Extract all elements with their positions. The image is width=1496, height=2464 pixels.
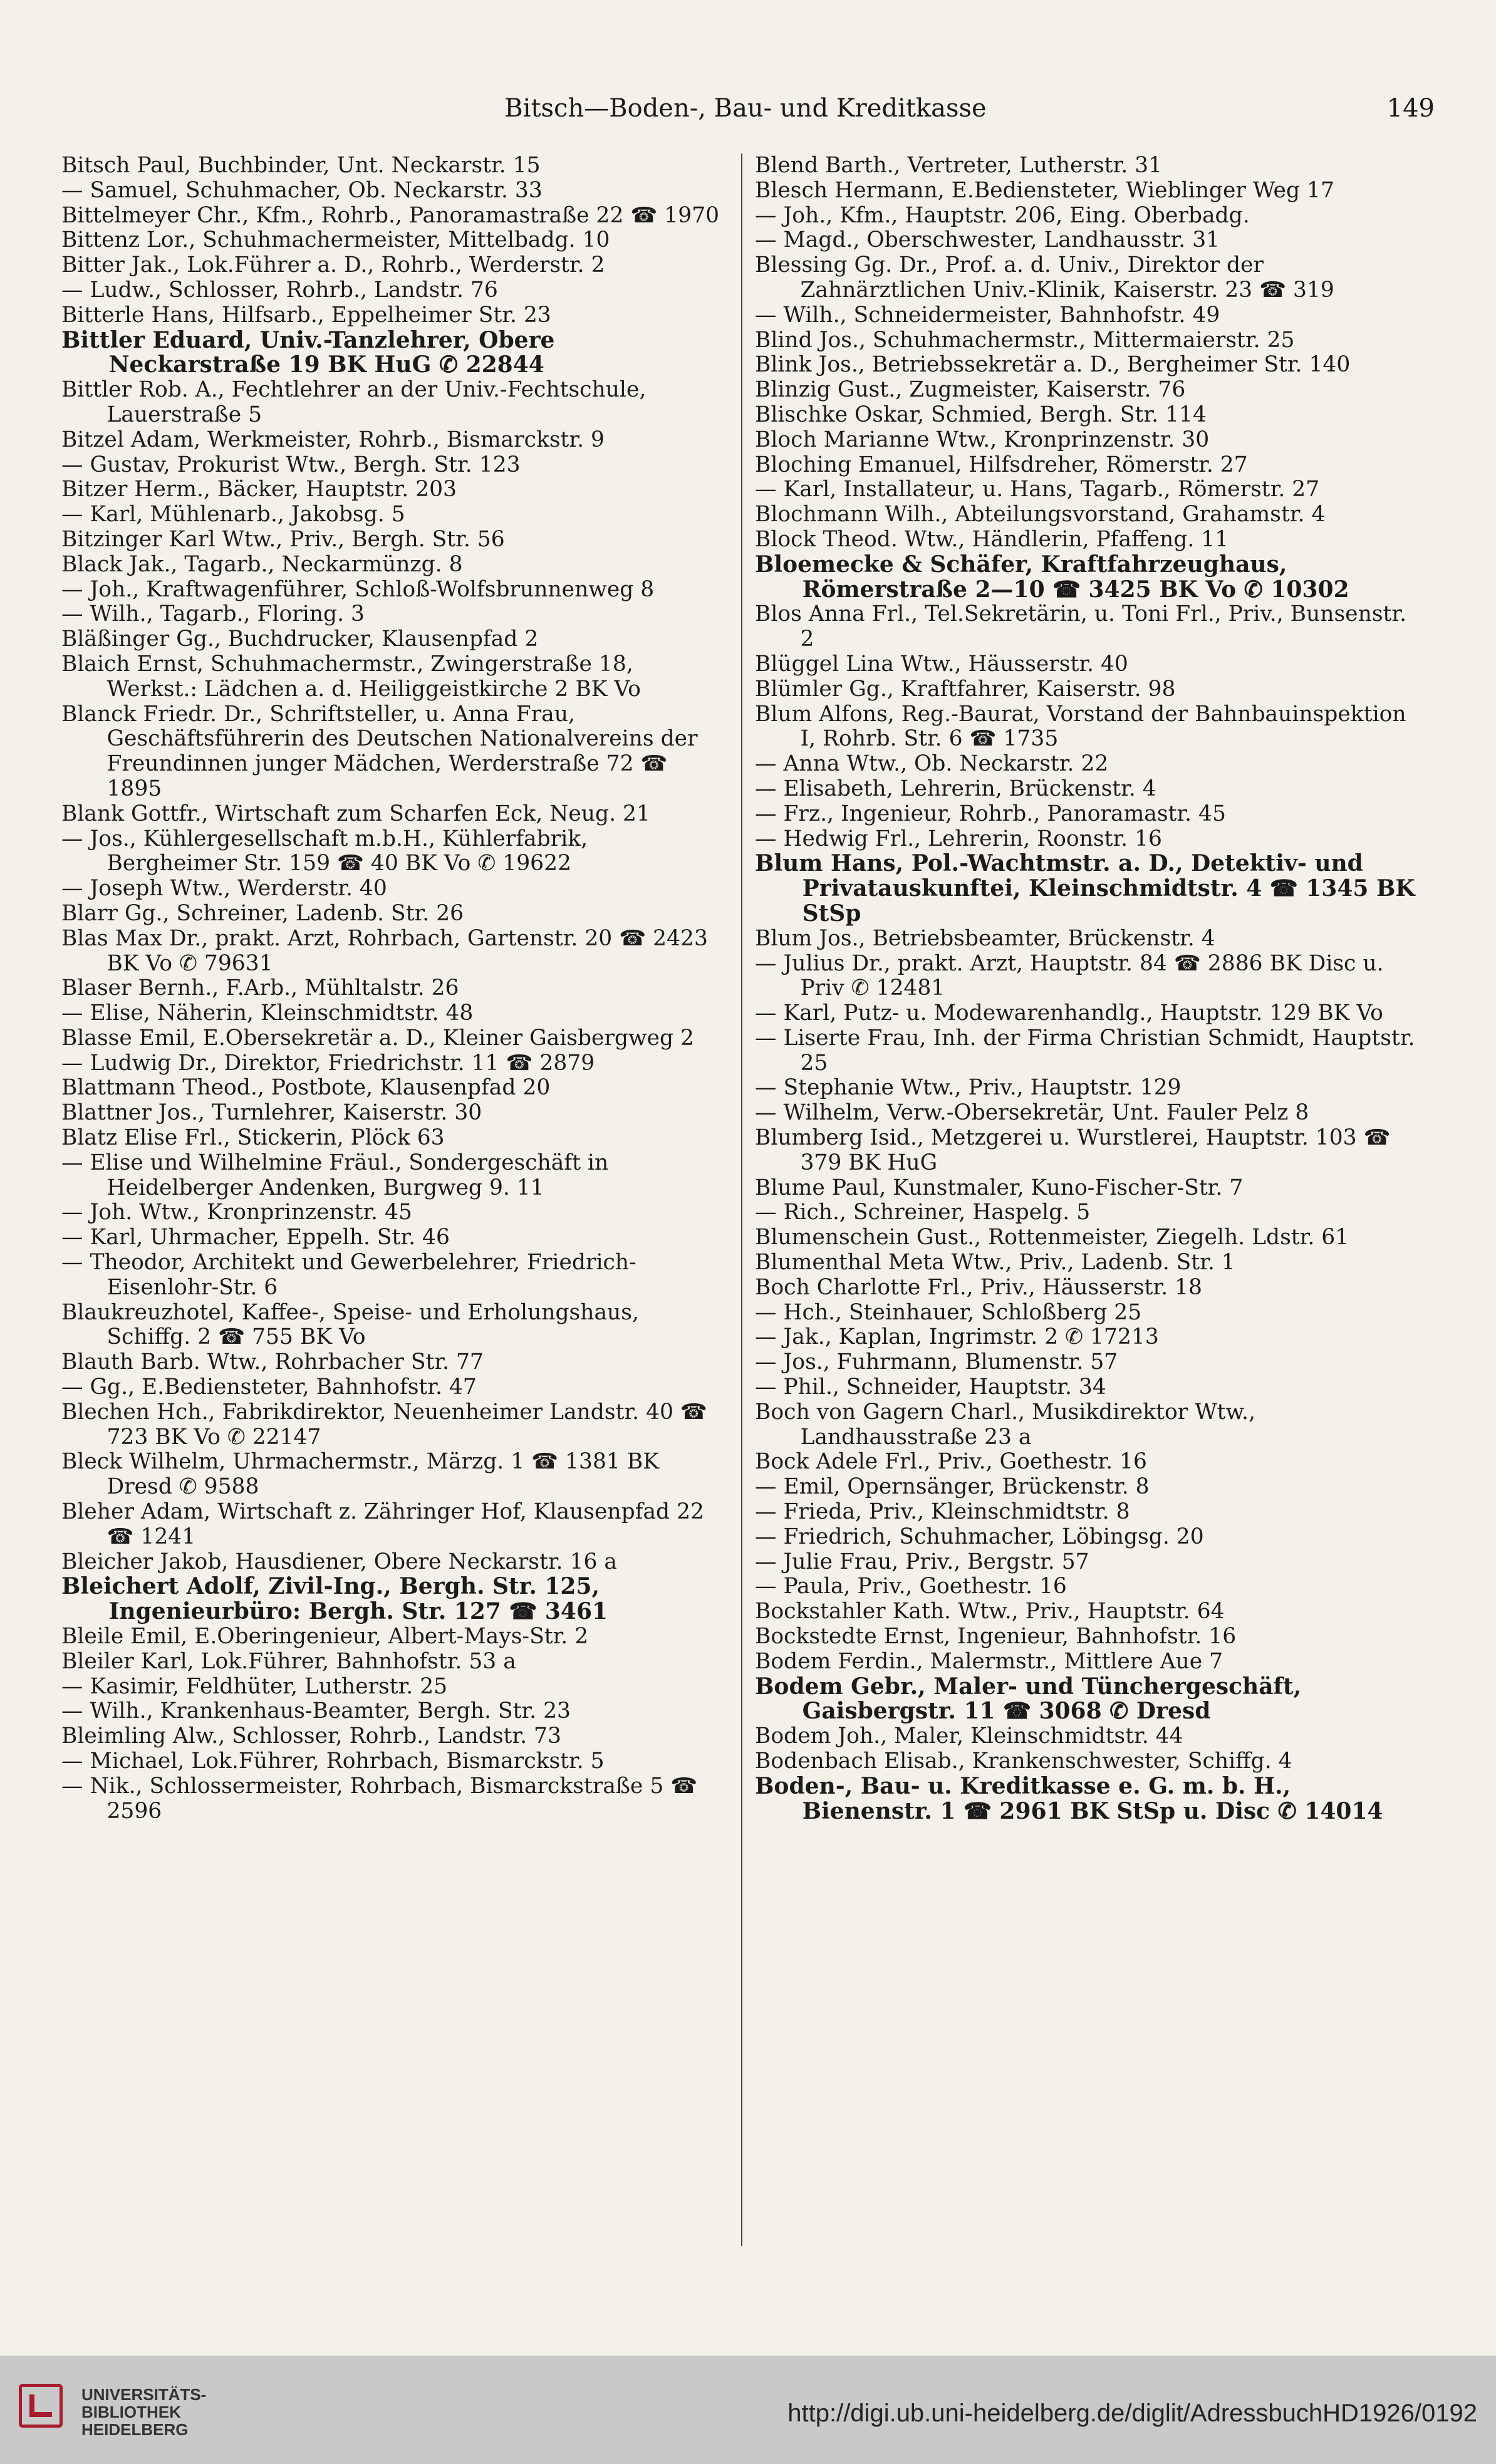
viewer-footer	[0, 2356, 1496, 2464]
directory-entry: — Wilh., Krankenhaus-Beamter, Bergh. Str. 23	[61, 1698, 571, 1724]
directory-entry: Blaukreuzhotel, Kaffee-, Speise- und Erholungshaus, Schiffg. 2 ☎ 755 BK Vo	[61, 1299, 639, 1350]
directory-entry: Bloching Emanuel, Hilfsdreher, Römerstr. 27	[755, 452, 1248, 477]
source-url-link[interactable]: http://digi.ub.uni-heidelberg.de/diglit/AdressbuchHD1926/0192	[787, 2399, 1477, 2427]
directory-entry: Blarr Gg., Schreiner, Ladenb. Str. 26	[61, 900, 464, 926]
directory-entry: Bittler Rob. A., Fechtlehrer an der Univ.-Fechtschule, Lauerstraße 5	[61, 377, 647, 427]
directory-entry: — Jos., Kühlergesellschaft m.b.H., Kühlerfabrik, Bergheimer Str. 159 ☎ 40 BK Vo ✆ 19622	[61, 826, 588, 876]
directory-entry: — Friedrich, Schuhmacher, Löbingsg. 20	[755, 1524, 1204, 1549]
directory-entry: — Joh., Kfm., Hauptstr. 206, Eing. Oberbadg.	[755, 202, 1250, 228]
column-divider	[741, 153, 742, 2246]
directory-entry: — Michael, Lok.Führer, Rohrbach, Bismarckstr. 5	[61, 1749, 605, 1774]
directory-entry: Blanck Friedr. Dr., Schriftsteller, u. Anna Frau, Geschäftsführerin des Deutschen Nationalvereins der Freundinnen junger Mädchen, Werderstraße 72 ☎ 1895	[61, 701, 698, 801]
directory-entry: — Ludwig Dr., Direktor, Friedrichstr. 11 ☎ 2879	[61, 1050, 595, 1076]
directory-entry: Blind Jos., Schuhmachermstr., Mittermaierstr. 25	[755, 327, 1295, 353]
directory-entry: Black Jak., Tagarb., Neckarmünzg. 8	[61, 551, 463, 577]
directory-entry: — Liserte Frau, Inh. der Firma Christian Schmidt, Hauptstr. 25	[755, 1025, 1415, 1076]
directory-entry: Blesch Hermann, E.Bediensteter, Wieblinger Weg 17	[755, 177, 1334, 203]
directory-entry: — Paula, Priv., Goethestr. 16	[755, 1574, 1067, 1599]
directory-entry: Blüggel Lina Wtw., Häusserstr. 40	[755, 651, 1128, 677]
directory-entry: Blank Gottfr., Wirtschaft zum Scharfen Eck, Neug. 21	[61, 801, 650, 826]
directory-entry: — Stephanie Wtw., Priv., Hauptstr. 129	[755, 1075, 1182, 1101]
directory-entry: — Wilhelm, Verw.-Obersekretär, Unt. Fauler Pelz 8	[755, 1100, 1309, 1126]
directory-entry: — Karl, Putz- u. Modewarenhandlg., Hauptstr. 129 BK Vo	[755, 1001, 1383, 1026]
directory-entry: — Anna Wtw., Ob. Neckarstr. 22	[755, 751, 1109, 777]
directory-entry: Bock Adele Frl., Priv., Goethestr. 16	[755, 1449, 1147, 1475]
directory-entry: — Magd., Oberschwester, Landhausstr. 31	[755, 227, 1220, 253]
directory-entry: — Julie Frau, Priv., Bergstr. 57	[755, 1549, 1089, 1574]
brand-line-2: BIBLIOTHEK	[81, 2403, 181, 2421]
directory-entry: — Phil., Schneider, Hauptstr. 34	[755, 1375, 1106, 1400]
directory-entry: — Samuel, Schuhmacher, Ob. Neckarstr. 33	[61, 177, 543, 203]
directory-entry: Blochmann Wilh., Abteilungsvorstand, Grahamstr. 4	[755, 502, 1326, 528]
directory-entry: — Elise und Wilhelmine Fräul., Sondergeschäft in Heidelberger Andenken, Burgweg 9. 11	[61, 1150, 609, 1200]
running-title: Bitsch—Boden-, Bau- und Kreditkasse	[504, 94, 987, 123]
directory-entry: Bittler Eduard, Univ.-Tanzlehrer, Obere Neckarstraße 19 BK HuG ✆ 22844	[61, 326, 555, 378]
directory-entry: Bodem Ferdin., Malermstr., Mittlere Aue 7	[755, 1648, 1223, 1674]
directory-entry: Boden-, Bau- u. Kreditkasse e. G. m. b. H., Bienenstr. 1 ☎ 2961 BK StSp u. Disc ✆ 14014	[755, 1772, 1383, 1824]
directory-entry: Bitsch Paul, Buchbinder, Unt. Neckarstr. 15	[61, 153, 541, 178]
directory-entry: — Jos., Fuhrmann, Blumenstr. 57	[755, 1349, 1118, 1375]
directory-entry: Bloemecke & Schäfer, Kraftfahrzeughaus, Römerstraße 2—10 ☎ 3425 BK Vo ✆ 10302	[755, 551, 1349, 603]
directory-entry: Bitterle Hans, Hilfsarb., Eppelheimer Str. 23	[61, 302, 551, 328]
directory-entry: — Joh., Kraftwagenführer, Schloß-Wolfsbrunnenweg 8	[61, 576, 655, 602]
directory-entry: — Karl, Mühlenarb., Jakobsg. 5	[61, 502, 405, 528]
directory-entry: — Joseph Wtw., Werderstr. 40	[61, 876, 387, 902]
directory-entry: Bleher Adam, Wirtschaft z. Zähringer Hof, Klausenpfad 22 ☎ 1241	[61, 1499, 704, 1549]
page-number: 149	[1386, 94, 1435, 123]
directory-entry: — Karl, Installateur, u. Hans, Tagarb., Römerstr. 27	[755, 477, 1320, 502]
directory-entry: — Frz., Ingenieur, Rohrb., Panoramastr. 45	[755, 801, 1226, 826]
directory-entry: Blattmann Theod., Postbote, Klausenpfad 20	[61, 1075, 551, 1101]
directory-entry: Blum Hans, Pol.-Wachtmstr. a. D., Detektiv- und Privatauskunftei, Kleinschmidtstr. 4 ☎ 1345 BK StSp	[755, 850, 1415, 927]
directory-entry: Blaich Ernst, Schuhmachermstr., Zwingerstraße 18, Werkst.: Lädchen a. d. Heiliggeistkirche 2 BK Vo	[61, 651, 641, 702]
directory-entry: Boch von Gagern Charl., Musikdirektor Wtw., Landhausstraße 23 a	[755, 1399, 1255, 1450]
directory-entry: Bläßinger Gg., Buchdrucker, Klausenpfad 2	[61, 626, 539, 652]
page-header	[56, 94, 1435, 138]
directory-entry: — Elise, Näherin, Kleinschmidtstr. 48	[61, 1001, 474, 1026]
directory-entry: Blasse Emil, E.Obersekretär a. D., Kleiner Gaisbergweg 2	[61, 1025, 694, 1051]
directory-entry: — Wilh., Tagarb., Floring. 3	[61, 601, 365, 627]
directory-entry: — Gustav, Prokurist Wtw., Bergh. Str. 123	[61, 452, 521, 477]
directory-entry: — Frieda, Priv., Kleinschmidtstr. 8	[755, 1499, 1130, 1525]
directory-entry: Blischke Oskar, Schmied, Bergh. Str. 114	[755, 402, 1207, 427]
directory-entry: Bitzel Adam, Werkmeister, Rohrb., Bismarckstr. 9	[61, 427, 605, 452]
directory-entry: Bodem Gebr., Maler- und Tünchergeschäft, Gaisbergstr. 11 ☎ 3068 ✆ Dresd	[755, 1673, 1302, 1725]
directory-entry: Bockstahler Kath. Wtw., Priv., Hauptstr. 64	[755, 1599, 1225, 1624]
directory-entry: Blumenschein Gust., Rottenmeister, Ziegelh. Ldstr. 61	[755, 1225, 1349, 1250]
brand-line-1: UNIVERSITÄTS-	[81, 2385, 207, 2404]
directory-entry: Blaser Bernh., F.Arb., Mühltalstr. 26	[61, 975, 459, 1001]
directory-entry: Bittelmeyer Chr., Kfm., Rohrb., Panoramastraße 22 ☎ 1970	[61, 202, 720, 228]
directory-entry: Blume Paul, Kunstmaler, Kuno-Fischer-Str. 7	[755, 1175, 1244, 1200]
directory-entry: Blum Alfons, Reg.-Baurat, Vorstand der Bahnbauinspektion I, Rohrb. Str. 6 ☎ 1735	[755, 701, 1406, 752]
directory-entry: Block Theod. Wtw., Händlerin, Pfaffeng. 11	[755, 526, 1229, 552]
directory-entry: Blas Max Dr., prakt. Arzt, Rohrbach, Gartenstr. 20 ☎ 2423 BK Vo ✆ 79631	[61, 925, 708, 976]
directory-entry: Blumenthal Meta Wtw., Priv., Ladenb. Str. 1	[755, 1250, 1235, 1276]
directory-entry: Bloch Marianne Wtw., Kronprinzenstr. 30	[755, 427, 1210, 452]
directory-entry: Blatz Elise Frl., Stickerin, Plöck 63	[61, 1125, 445, 1151]
directory-entry: Bitzinger Karl Wtw., Priv., Bergh. Str. 56	[61, 526, 505, 552]
directory-entry: — Ludw., Schlosser, Rohrb., Landstr. 76	[61, 277, 498, 303]
directory-entry: Bitzer Herm., Bäcker, Hauptstr. 203	[61, 477, 457, 502]
directory-entry: Bleck Wilhelm, Uhrmachermstr., Märzg. 1 ☎ 1381 BK Dresd ✆ 9588	[61, 1449, 659, 1500]
directory-entry: Blechen Hch., Fabrikdirektor, Neuenheimer Landstr. 40 ☎ 723 BK Vo ✆ 22147	[61, 1399, 707, 1450]
directory-entry: Blos Anna Frl., Tel.Sekretärin, u. Toni Frl., Priv., Bunsenstr. 2	[755, 601, 1407, 652]
directory-entry: Blumberg Isid., Metzgerei u. Wurstlerei, Hauptstr. 103 ☎ 379 BK HuG	[755, 1125, 1391, 1175]
directory-entry: — Julius Dr., prakt. Arzt, Hauptstr. 84 ☎ 2886 BK Disc u. Priv ✆ 12481	[755, 950, 1384, 1001]
library-logo-icon	[19, 2384, 63, 2428]
directory-entry: Blattner Jos., Turnlehrer, Kaiserstr. 30	[61, 1100, 482, 1126]
directory-entry: — Rich., Schreiner, Haspelg. 5	[755, 1200, 1091, 1225]
directory-entry: Boch Charlotte Frl., Priv., Häusserstr. 18	[755, 1274, 1202, 1300]
directory-entry: Blümler Gg., Kraftfahrer, Kaiserstr. 98	[755, 676, 1176, 702]
directory-entry: — Joh. Wtw., Kronprinzenstr. 45	[61, 1200, 412, 1225]
brand-line-3: HEIDELBERG	[81, 2420, 189, 2439]
directory-entry: Blum Jos., Betriebsbeamter, Brückenstr. 4	[755, 925, 1215, 951]
directory-entry: Bittenz Lor., Schuhmachermeister, Mittelbadg. 10	[61, 227, 610, 253]
directory-entry: — Kasimir, Feldhüter, Lutherstr. 25	[61, 1673, 448, 1699]
directory-entry: Bleile Emil, E.Oberingenieur, Albert-Mays-Str. 2	[61, 1624, 589, 1650]
directory-entry: Bleicher Jakob, Hausdiener, Obere Neckarstr. 16 a	[61, 1549, 617, 1574]
directory-entry: — Karl, Uhrmacher, Eppelh. Str. 46	[61, 1225, 450, 1250]
directory-entry: Bleiler Karl, Lok.Führer, Bahnhofstr. 53 a	[61, 1648, 516, 1674]
directory-entry: Bodenbach Elisab., Krankenschwester, Schiffg. 4	[755, 1749, 1292, 1774]
directory-entry: — Elisabeth, Lehrerin, Brückenstr. 4	[755, 776, 1156, 801]
directory-entry: Bockstedte Ernst, Ingenieur, Bahnhofstr. 16	[755, 1624, 1237, 1650]
directory-entry: — Nik., Schlossermeister, Rohrbach, Bismarckstraße 5 ☎ 2596	[61, 1773, 698, 1824]
directory-entry: Blauth Barb. Wtw., Rohrbacher Str. 77	[61, 1349, 484, 1375]
directory-entry: Bleimling Alw., Schlosser, Rohrb., Landstr. 73	[61, 1723, 561, 1749]
directory-entry: — Hch., Steinhauer, Schloßberg 25	[755, 1299, 1142, 1325]
left-column	[61, 153, 722, 1824]
directory-entry: Blessing Gg. Dr., Prof. a. d. Univ., Direktor der Zahnärztlichen Univ.-Klinik, Kaiserstr. 23 ☎ 319	[755, 252, 1334, 303]
directory-entry: Blend Barth., Vertreter, Lutherstr. 31	[755, 153, 1163, 178]
directory-entry: — Wilh., Schneidermeister, Bahnhofstr. 49	[755, 302, 1220, 328]
library-brand	[81, 2386, 206, 2438]
directory-entry: — Emil, Opernsänger, Brückenstr. 8	[755, 1474, 1150, 1500]
right-column	[755, 153, 1416, 1824]
directory-entry: — Hedwig Frl., Lehrerin, Roonstr. 16	[755, 826, 1163, 851]
directory-entry: Blinzig Gust., Zugmeister, Kaiserstr. 76	[755, 377, 1186, 403]
directory-entry: — Jak., Kaplan, Ingrimstr. 2 ✆ 17213	[755, 1324, 1159, 1350]
directory-entry: — Theodor, Architekt und Gewerbelehrer, Friedrich-Eisenlohr-Str. 6	[61, 1250, 636, 1300]
directory-entry: — Gg., E.Bediensteter, Bahnhofstr. 47	[61, 1375, 477, 1400]
directory-entry: Bleichert Adolf, Zivil-Ing., Bergh. Str. 125, Ingenieurbüro: Bergh. Str. 127 ☎ 3461	[61, 1573, 608, 1625]
directory-entry: Bodem Joh., Maler, Kleinschmidtstr. 44	[755, 1723, 1183, 1749]
directory-entry: Bitter Jak., Lok.Führer a. D., Rohrb., Werderstr. 2	[61, 252, 605, 278]
directory-entry: Blink Jos., Betriebssekretär a. D., Bergheimer Str. 140	[755, 352, 1351, 378]
